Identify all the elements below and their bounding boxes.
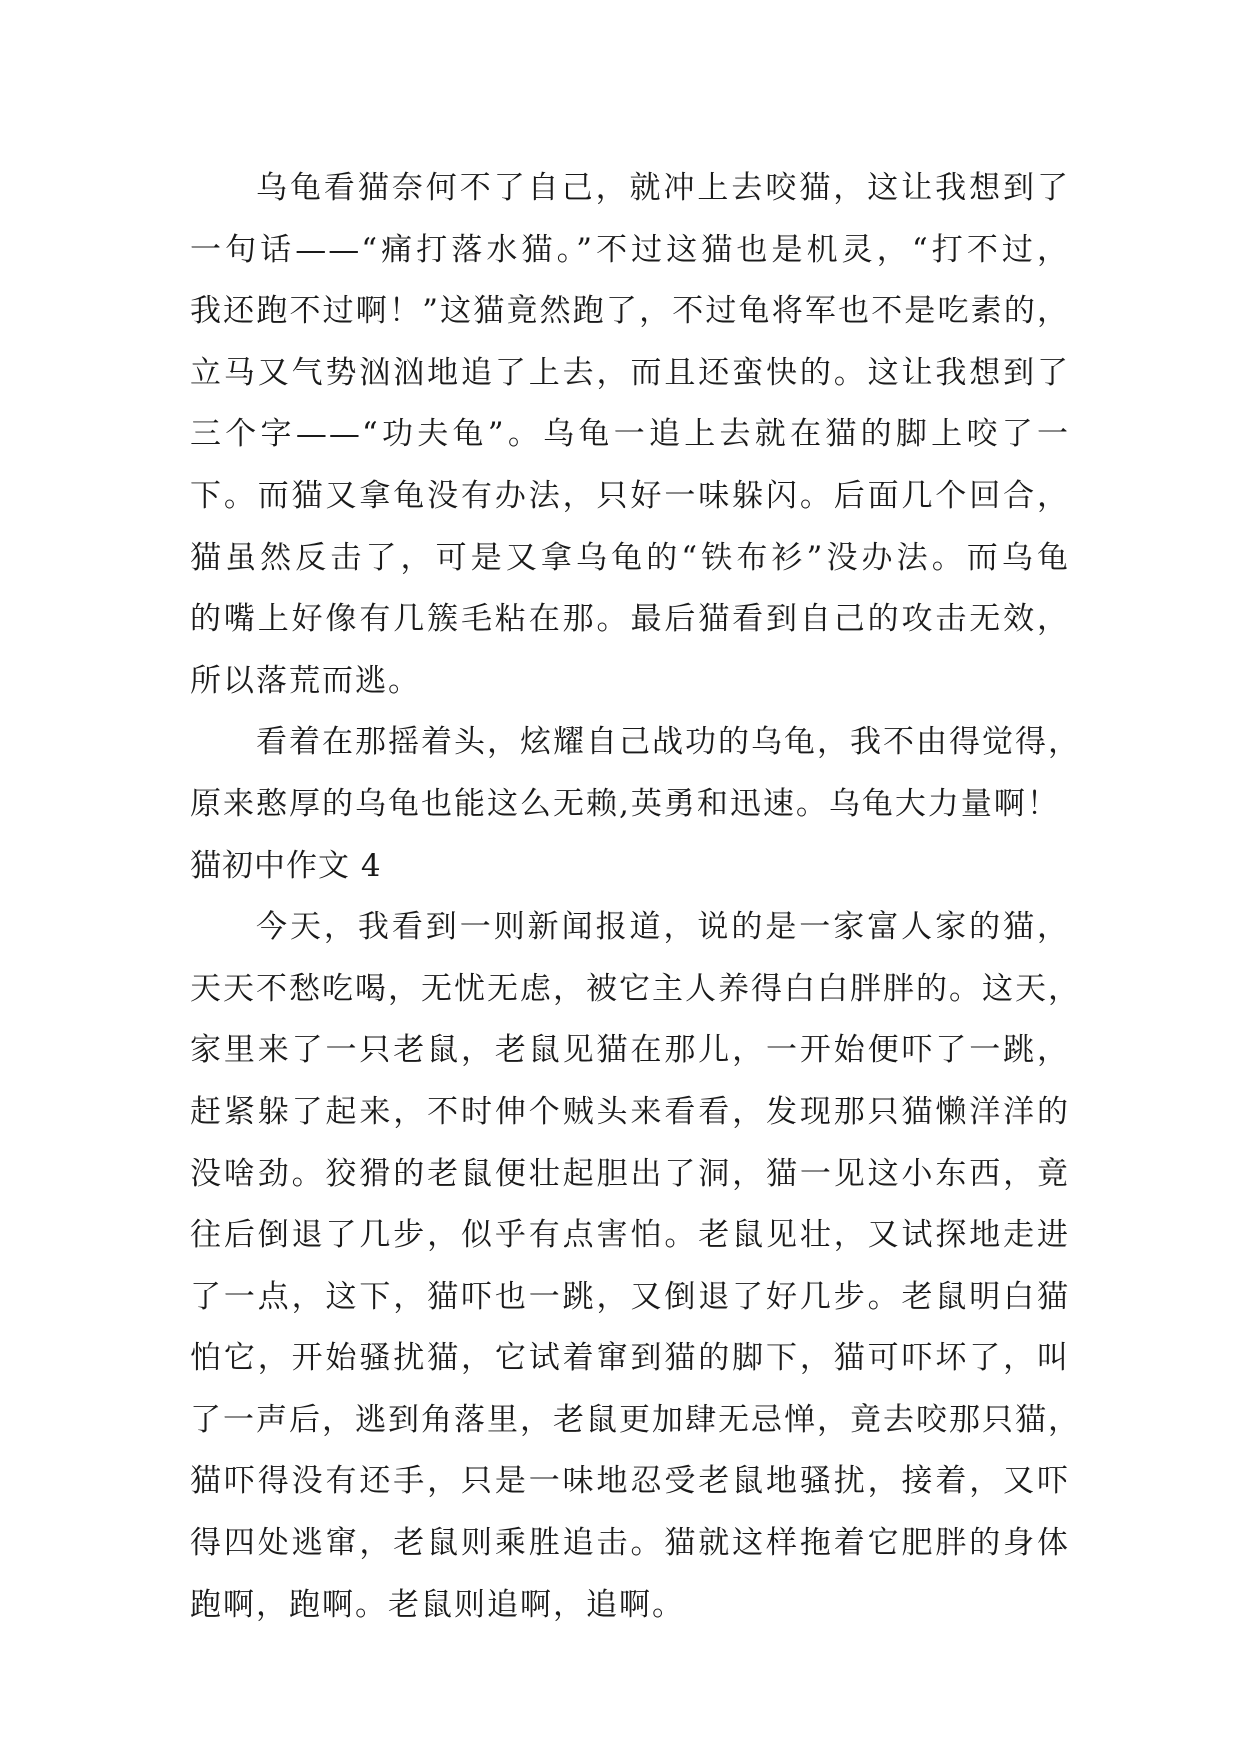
paragraph-line: 怕它，开始骚扰猫，它试着窜到猫的脚下，猫可吓坏了，叫: [190, 1340, 1070, 1377]
paragraph-line: 一句话——“痛打落水猫。”不过这猫也是机灵，“打不过，: [190, 231, 1070, 268]
paragraph-line: 乌龟看猫奈何不了自己，就冲上去咬猫，这让我想到了: [256, 170, 1070, 206]
paragraph-line: 了一点，这下，猫吓也一跳，又倒退了好几步。老鼠明白猫: [190, 1278, 1070, 1315]
paragraph-line: 看着在那摇着头，炫耀自己战功的乌龟，我不由得觉得，: [256, 724, 1081, 761]
paragraph-line: 往后倒退了几步，似乎有点害怕。老鼠见壮，又试探地走进: [190, 1217, 1070, 1254]
paragraph-line: 今天，我看到一则新闻报道，说的是一家富人家的猫，: [256, 909, 1070, 946]
paragraph-line: 立马又气势汹汹地追了上去，而且还蛮快的。这让我想到了: [190, 354, 1070, 391]
paragraph-line: 我还跑不过啊！”这猫竟然跑了，不过龟将军也不是吃素的，: [190, 293, 1070, 330]
paragraph-line: 三个字——“功夫龟”。乌龟一追上去就在猫的脚上咬了一: [190, 416, 1070, 453]
paragraph-line: 跑啊，跑啊。老鼠则追啊，追啊。: [190, 1586, 685, 1623]
paragraph-line: 了一声后，逃到角落里，老鼠更加肆无忌惮，竟去咬那只猫，: [190, 1401, 1081, 1438]
paragraph-1: [190, 158, 1070, 712]
paragraph-line: 没啥劲。狡猾的老鼠便壮起胆出了洞，猫一见这小东西，竟: [190, 1155, 1070, 1192]
paragraph-line: 猫虽然反击了，可是又拿乌龟的“铁布衫”没办法。而乌龟: [190, 539, 1070, 576]
paragraph-line: 的嘴上好像有几簇毛粘在那。最后猫看到自己的攻击无效，: [190, 601, 1070, 638]
section-title: 猫初中作文 4: [190, 847, 382, 884]
paragraph-3: [190, 897, 1081, 1636]
paragraph-line: 家里来了一只老鼠，老鼠见猫在那儿，一开始便吓了一跳，: [190, 1032, 1070, 1069]
paragraph-line: 所以落荒而逃。: [190, 662, 421, 699]
paragraph-2: [190, 712, 1081, 835]
paragraph-line: 原来憨厚的乌龟也能这么无赖,英勇和迅速。乌龟大力量啊！: [190, 785, 1060, 822]
paragraph-line: 天天不愁吃喝，无忧无虑，被它主人养得白白胖胖的。这天，: [190, 970, 1081, 1007]
document-body: [190, 158, 1081, 1636]
paragraph-line: 得四处逃窜，老鼠则乘胜追击。猫就这样拖着它肥胖的身体: [190, 1525, 1070, 1562]
paragraph-line: 猫吓得没有还手，只是一味地忍受老鼠地骚扰，接着，又吓: [190, 1463, 1070, 1500]
paragraph-line: 下。而猫又拿龟没有办法，只好一味躲闪。后面几个回合，: [190, 477, 1070, 514]
paragraph-line: 赶紧躲了起来，不时伸个贼头来看看，发现那只猫懒洋洋的: [190, 1093, 1070, 1130]
